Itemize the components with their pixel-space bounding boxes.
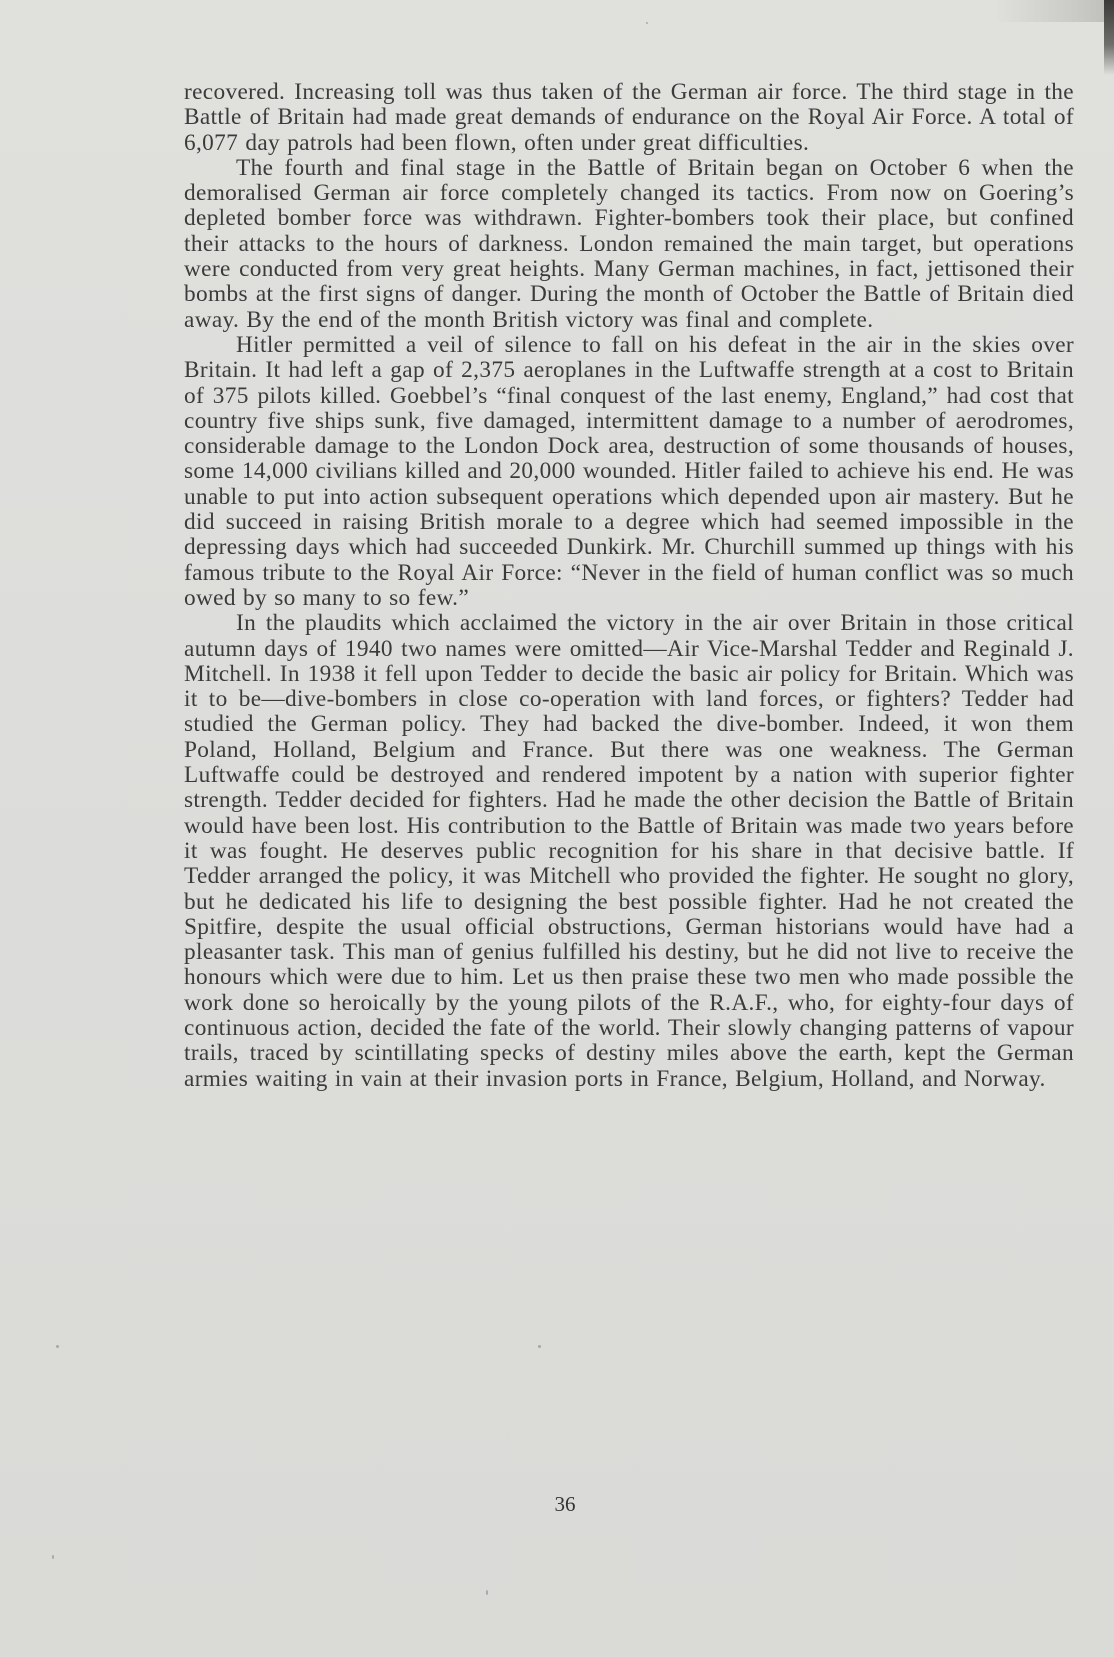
page-edge-binding — [1104, 0, 1114, 75]
paragraph-tedder-mitchell: In the plaudits which acclaimed the victory in the air over Britain in those critical autumn days of 1940 two names were omitted—Air Vice-Marshal Tedder and Reginald J. Mitchell. In 1938 it fell upon Tedder to decide the basic air policy for Britain. Which was it to be—dive-bombers in close co-operation with land forces, or fighters? Tedder had studied the German policy. They had backed the dive-bomber. Indeed, it won them Poland, Holland, Belgium and France. But there was one weakness. The German Luftwaffe could be destroyed and rendered impotent by a nation with superior fighter strength. Tedder decided for fighters. Had he made the other decision the Battle of Britain would have been lost. His contribution to the Battle of Britain was made two years before it was fought. He deserves public recognition for his share in that decisive battle. If Tedder arranged the policy, it was Mitchell who provided the fighter. He sought no glory, but he dedicated his life to designing the best possible fighter. Had he not created the Spitfire, despite the usual official obstructions, German historians would have had a pleasanter task. This man of genius fulfilled his destiny, but he did not live to receive the honours which were due to him. Let us then praise these two men who made possible the work done so heroically by the young pilots of the R.A.F., who, for eighty-four days of continuous action, decided the fate of the world. Their slowly changing patterns of vapour trails, traced by scintillating specks of destiny miles above the earth, kept the German armies waiting in vain at their invasion ports in France, Belgium, Holland, and Norway. — [184, 610, 1074, 1092]
paper-speck — [56, 1345, 59, 1348]
paper-speck — [486, 1590, 488, 1595]
paragraph-continued: recovered. Increasing toll was thus taken of the German air force. The third stage in the Battle of Britain had made great demands of endurance on the Royal Air Force. A total of 6,077 day patrols had been flown, often under great difficulties. — [184, 79, 1074, 156]
paper-speck — [538, 1345, 541, 1348]
paper-speck — [52, 1555, 54, 1559]
paper-speck — [646, 22, 648, 24]
page-corner-shadow — [994, 0, 1114, 22]
paragraph-hitler-silence: Hitler permitted a veil of silence to fall on his defeat in the air in the skies over Britain. It had left a gap of 2,375 aeroplanes in the Luftwaffe strength at a cost to Britain of 375 pilots killed. Goebbel’s “final conquest of the last enemy, England,” had cost that country five ships sunk, five damaged, intermittent damage to a number of aerodromes, considerable damage to the London Dock area, destruction of some thousands of houses, some 14,000 civilians killed and 20,000 wounded. Hitler failed to achieve his end. He was unable to put into action subsequent operations which depended upon air mastery. But he did succeed in raising British morale to a degree which had seemed impossible in the depressing days which had succeeded Dunkirk. Mr. Churchill summed up things with his famous tribute to the Royal Air Force: “Never in the field of human conflict was so much owed by so many to so few.” — [184, 331, 1074, 611]
page-number: 36 — [554, 1492, 576, 1516]
body-text — [184, 80, 1074, 1092]
paragraph-fourth-stage: The fourth and final stage in the Battle of Britain began on October 6 when the demoralised German air force completely changed its tactics. From now on Goering’s depleted bomber force was withdrawn. Fighter-bombers took their place, but confined their attacks to the hours of darkness. London remained the main target, but operations were conducted from very great heights. Many German machines, in fact, jettisoned their bombs at the first signs of danger. During the month of October the Battle of Britain died away. By the end of the month British victory was final and complete. — [184, 154, 1074, 333]
